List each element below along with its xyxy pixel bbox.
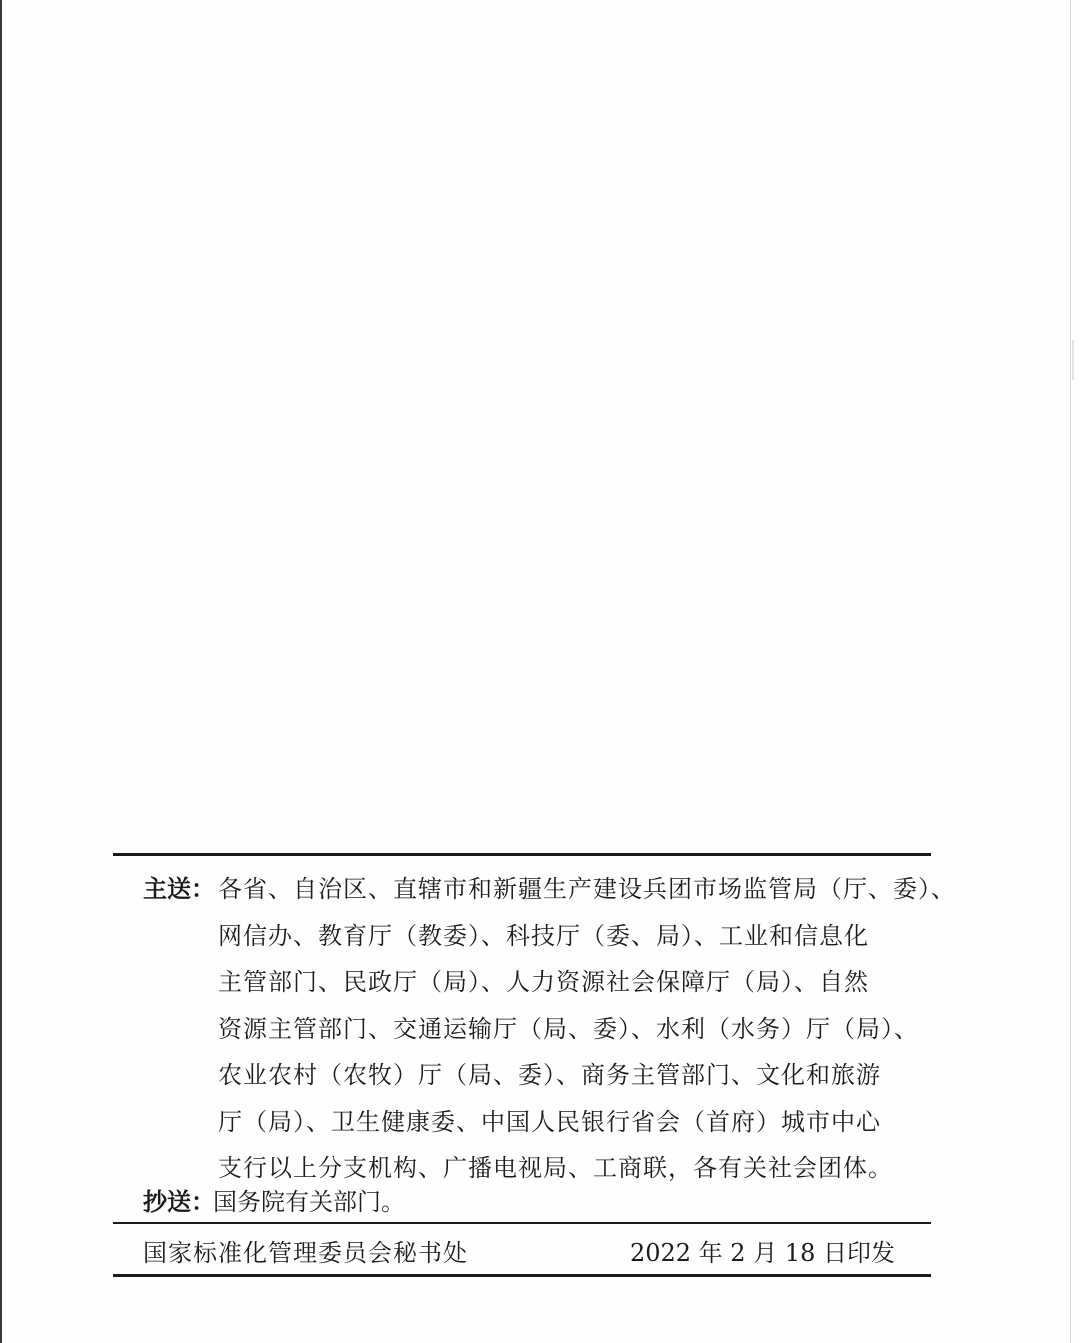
main-recipients-block — [143, 866, 956, 1192]
main-recipients-row — [143, 959, 903, 1006]
main-recipients-line: 主管部门、民政厅（局）、人力资源社会保障厅（局）、自然 — [218, 968, 869, 996]
main-recipients-line: 网信办、教育厅（教委）、科技厅（委、局）、工业和信息化 — [218, 921, 869, 950]
middle-divider — [113, 1222, 931, 1224]
main-recipients-row — [143, 866, 956, 913]
issue-date: 2022 年 2 月 18 日印发 — [629, 1239, 895, 1267]
main-recipients-row — [143, 1099, 903, 1146]
main-recipients-line: 资源主管部门、交通运输厅（局、委）、水利（水务）厅（局）、 — [218, 1014, 919, 1043]
scan-edge-right — [1070, 0, 1071, 1343]
main-recipients-line: 农业农村（农牧）厅（局、委）、商务主管部门、文化和旅游 — [218, 1061, 881, 1089]
scan-edge-left — [0, 0, 2, 1343]
main-recipients-line: 各省、自治区、直辖市和新疆生产建设兵团市场监管局（厅、委）、 — [218, 875, 956, 903]
main-recipients-row — [143, 913, 903, 960]
issuance-footer — [143, 1230, 895, 1276]
main-recipients-label: 主送： — [143, 874, 215, 903]
copy-recipients-label: 抄送： — [143, 1187, 215, 1216]
top-divider — [113, 853, 931, 856]
main-recipients-row — [143, 1006, 919, 1053]
bottom-divider — [113, 1274, 931, 1277]
copy-recipients-text: 国务院有关部门。 — [213, 1188, 405, 1216]
copy-recipients-row — [143, 1180, 405, 1224]
issuer-name: 国家标准化管理委员会秘书处 — [143, 1239, 468, 1267]
main-recipients-line: 支行以上分支机构、广播电视局、工商联，各有关社会团体。 — [218, 1154, 893, 1182]
main-recipients-line: 厅（局）、卫生健康委、中国人民银行省会（首府）城市中心 — [218, 1107, 881, 1136]
main-recipients-row — [143, 1052, 903, 1099]
scan-mark — [1072, 340, 1074, 380]
